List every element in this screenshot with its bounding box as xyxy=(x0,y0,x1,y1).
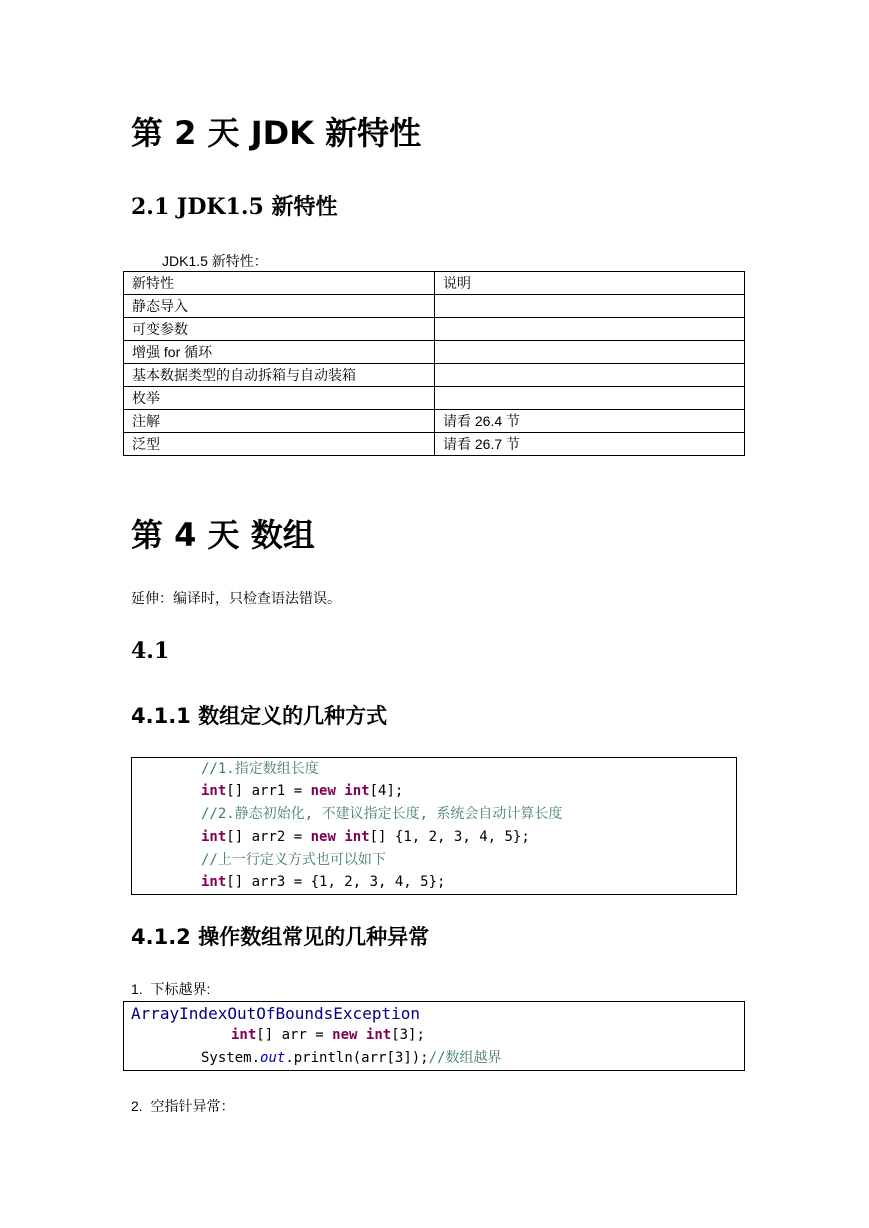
table-row xyxy=(124,364,745,387)
code-comment: //1.指定数组长度 xyxy=(201,761,319,777)
code-keyword: int xyxy=(365,1027,392,1043)
code-keyword: new xyxy=(310,829,336,845)
section-4-1-2-title: 4.1.2 操作数组常见的几种异常 xyxy=(131,925,430,949)
list-label: 下标越界: xyxy=(150,981,211,997)
code-line xyxy=(201,849,386,872)
code-comment: //2.静态初始化, 不建议指定长度, 系统会自动计算长度 xyxy=(201,806,563,822)
code-text: .println(arr[3]); xyxy=(285,1050,429,1066)
code-text: [] arr2 = xyxy=(226,829,311,845)
code-keyword: new xyxy=(310,783,336,799)
table-row xyxy=(124,318,745,341)
code-line xyxy=(201,871,445,894)
table-row xyxy=(124,433,745,456)
code-text: [] arr3 = {1, 2, 3, 4, 5}; xyxy=(226,874,446,890)
list-number: 1. xyxy=(131,981,143,997)
exception-name: ArrayIndexOutOfBoundsException xyxy=(131,1004,420,1023)
code-text: [4]; xyxy=(369,783,404,799)
index-out-of-bounds-code xyxy=(123,1001,745,1071)
code-keyword: int xyxy=(231,1027,257,1043)
table-cell: 增强 for 循环 xyxy=(124,341,435,364)
table-header-cell: 说明 xyxy=(435,272,745,295)
code-keyword: int xyxy=(201,829,227,845)
section-4-1-1-title: 4.1.1 数组定义的几种方式 xyxy=(131,704,388,728)
day4-title: 第 4 天 数组 xyxy=(131,516,315,554)
code-line xyxy=(201,1047,501,1070)
code-comment: //上一行定义方式也可以如下 xyxy=(201,852,386,868)
table-cell: 请看 26.7 节 xyxy=(435,433,745,456)
code-text: System. xyxy=(201,1050,261,1066)
code-keyword: int xyxy=(344,783,370,799)
code-text: [] arr1 = xyxy=(226,783,311,799)
table-cell xyxy=(435,387,745,410)
table-cell xyxy=(435,318,745,341)
section-2-1-title: 2.1 JDK1.5 新特性 xyxy=(131,194,338,220)
table-cell xyxy=(435,341,745,364)
table-cell: 可变参数 xyxy=(124,318,435,341)
code-line xyxy=(231,1024,425,1047)
code-text: [] {1, 2, 3, 4, 5}; xyxy=(369,829,530,845)
code-keyword: new xyxy=(332,1027,358,1043)
table-header-row xyxy=(124,272,745,295)
section-4-1-title: 4.1 xyxy=(131,638,170,664)
list-number: 2. xyxy=(131,1098,143,1114)
table-header-cell: 新特性 xyxy=(124,272,435,295)
features-table xyxy=(123,271,745,456)
table-row xyxy=(124,387,745,410)
code-text: [] arr = xyxy=(256,1027,333,1043)
compile-note: 延伸：编译时，只检查语法错误。 xyxy=(131,590,341,606)
code-field: out xyxy=(260,1050,286,1066)
table-cell: 注解 xyxy=(124,410,435,433)
code-line xyxy=(131,1002,420,1025)
day2-title: 第 2 天 JDK 新特性 xyxy=(131,114,422,152)
array-definition-code xyxy=(131,757,737,895)
table-row xyxy=(124,295,745,318)
features-intro: JDK1.5 新特性： xyxy=(162,253,268,269)
code-line xyxy=(201,826,530,849)
code-keyword: int xyxy=(344,829,370,845)
code-text: [3]; xyxy=(391,1027,425,1043)
code-comment: //数组越界 xyxy=(428,1050,502,1066)
code-keyword: int xyxy=(201,874,227,890)
table-cell: 枚举 xyxy=(124,387,435,410)
list-item-2 xyxy=(131,1096,234,1116)
table-cell: 请看 26.4 节 xyxy=(435,410,745,433)
code-line xyxy=(201,780,403,803)
table-row xyxy=(124,341,745,364)
code-keyword: int xyxy=(201,783,227,799)
table-cell xyxy=(435,364,745,387)
list-item-1 xyxy=(131,979,210,999)
list-label: 空指针异常： xyxy=(150,1098,235,1114)
code-line xyxy=(201,758,319,781)
table-cell: 静态导入 xyxy=(124,295,435,318)
table-cell: 泛型 xyxy=(124,433,435,456)
table-row xyxy=(124,410,745,433)
code-line xyxy=(201,803,562,826)
table-cell: 基本数据类型的自动拆箱与自动装箱 xyxy=(124,364,435,387)
table-cell xyxy=(435,295,745,318)
